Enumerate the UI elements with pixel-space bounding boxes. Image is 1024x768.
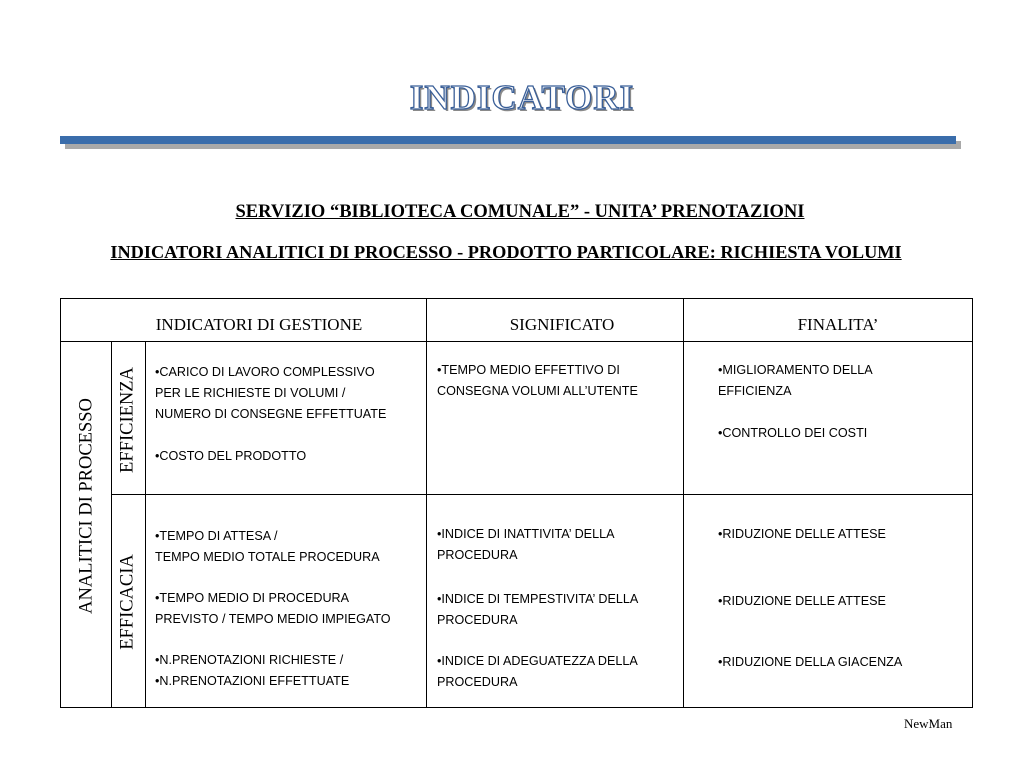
cell-line: •INDICE DI INATTIVITA’ DELLA: [437, 527, 615, 541]
cell-line: •TEMPO MEDIO DI PROCEDURA: [155, 591, 350, 605]
cell-line: •INDICE DI TEMPESTIVITA’ DELLA: [437, 592, 639, 606]
subtitle-indicators: INDICATORI ANALITICI DI PROCESSO - PRODOTTO PARTICOLARE: RICHIESTA VOLUMI: [110, 242, 902, 262]
table-border-right: [972, 298, 973, 708]
cell-line: •CONTROLLO DEI COSTI: [718, 426, 868, 440]
cell-line: CONSEGNA VOLUMI ALL’UTENTE: [437, 384, 638, 398]
header-significato: SIGNIFICATO: [509, 315, 615, 334]
table-col-divider: [111, 341, 112, 708]
cell-line: PER LE RICHIESTE DI VOLUMI /: [155, 386, 346, 400]
header-finalita: FINALITA’: [797, 315, 879, 334]
cell-line: •RIDUZIONE DELLA GIACENZA: [718, 655, 903, 669]
header-gestione: INDICATORI DI GESTIONE: [155, 315, 363, 334]
row-label-efficienza: EFFICIENZA: [117, 367, 138, 473]
cell-line: •RIDUZIONE DELLE ATTESE: [718, 527, 886, 541]
footer-brand: NewMan: [904, 716, 953, 731]
cell-line: •RIDUZIONE DELLE ATTESE: [718, 594, 886, 608]
efficienza-finalita-cell: [718, 360, 873, 444]
cell-line: TEMPO MEDIO TOTALE PROCEDURA: [155, 550, 380, 564]
cell-line: •INDICE DI ADEGUATEZZA DELLA: [437, 654, 638, 668]
cell-line: PROCEDURA: [437, 675, 518, 689]
group-label-analitici: ANALITICI DI PROCESSO: [76, 398, 97, 614]
table-col-divider: [426, 298, 427, 708]
efficienza-gestione-cell: [155, 362, 386, 467]
cell-line: •N.PRENOTAZIONI EFFETTUATE: [155, 674, 350, 688]
cell-line: •COSTO DEL PRODOTTO: [155, 449, 307, 463]
table-header-divider: [60, 341, 973, 342]
cell-line: •TEMPO MEDIO EFFETTIVO DI: [437, 363, 620, 377]
table-border-bottom: [60, 707, 973, 708]
efficienza-significato-cell: [437, 360, 638, 402]
table-col-divider: [683, 298, 684, 708]
table-border-left: [60, 298, 61, 708]
cell-line: •N.PRENOTAZIONI RICHIESTE /: [155, 653, 344, 667]
cell-line: NUMERO DI CONSEGNE EFFETTUATE: [155, 407, 387, 421]
cell-line: •CARICO DI LAVORO COMPLESSIVO: [155, 365, 375, 379]
slide-title: INDICATORI: [409, 78, 635, 117]
title-divider: [60, 136, 956, 144]
cell-line: •TEMPO DI ATTESA /: [155, 529, 278, 543]
table-col-divider: [145, 341, 146, 708]
table-row-divider: [111, 494, 973, 495]
cell-line: EFFICIENZA: [718, 384, 792, 398]
cell-line: PREVISTO / TEMPO MEDIO IMPIEGATO: [155, 612, 391, 626]
cell-line: PROCEDURA: [437, 613, 518, 627]
efficacia-finalita-cell: [718, 524, 902, 673]
efficacia-gestione-cell: [155, 526, 391, 692]
table-border-top: [60, 298, 973, 299]
row-label-efficacia: EFFICACIA: [117, 554, 138, 650]
efficacia-significato-cell: [437, 524, 638, 693]
subtitle-service: SERVIZIO “BIBLIOTECA COMUNALE” - UNITA’ PRENOTAZIONI: [235, 202, 805, 222]
cell-line: PROCEDURA: [437, 548, 518, 562]
cell-line: •MIGLIORAMENTO DELLA: [718, 363, 873, 377]
